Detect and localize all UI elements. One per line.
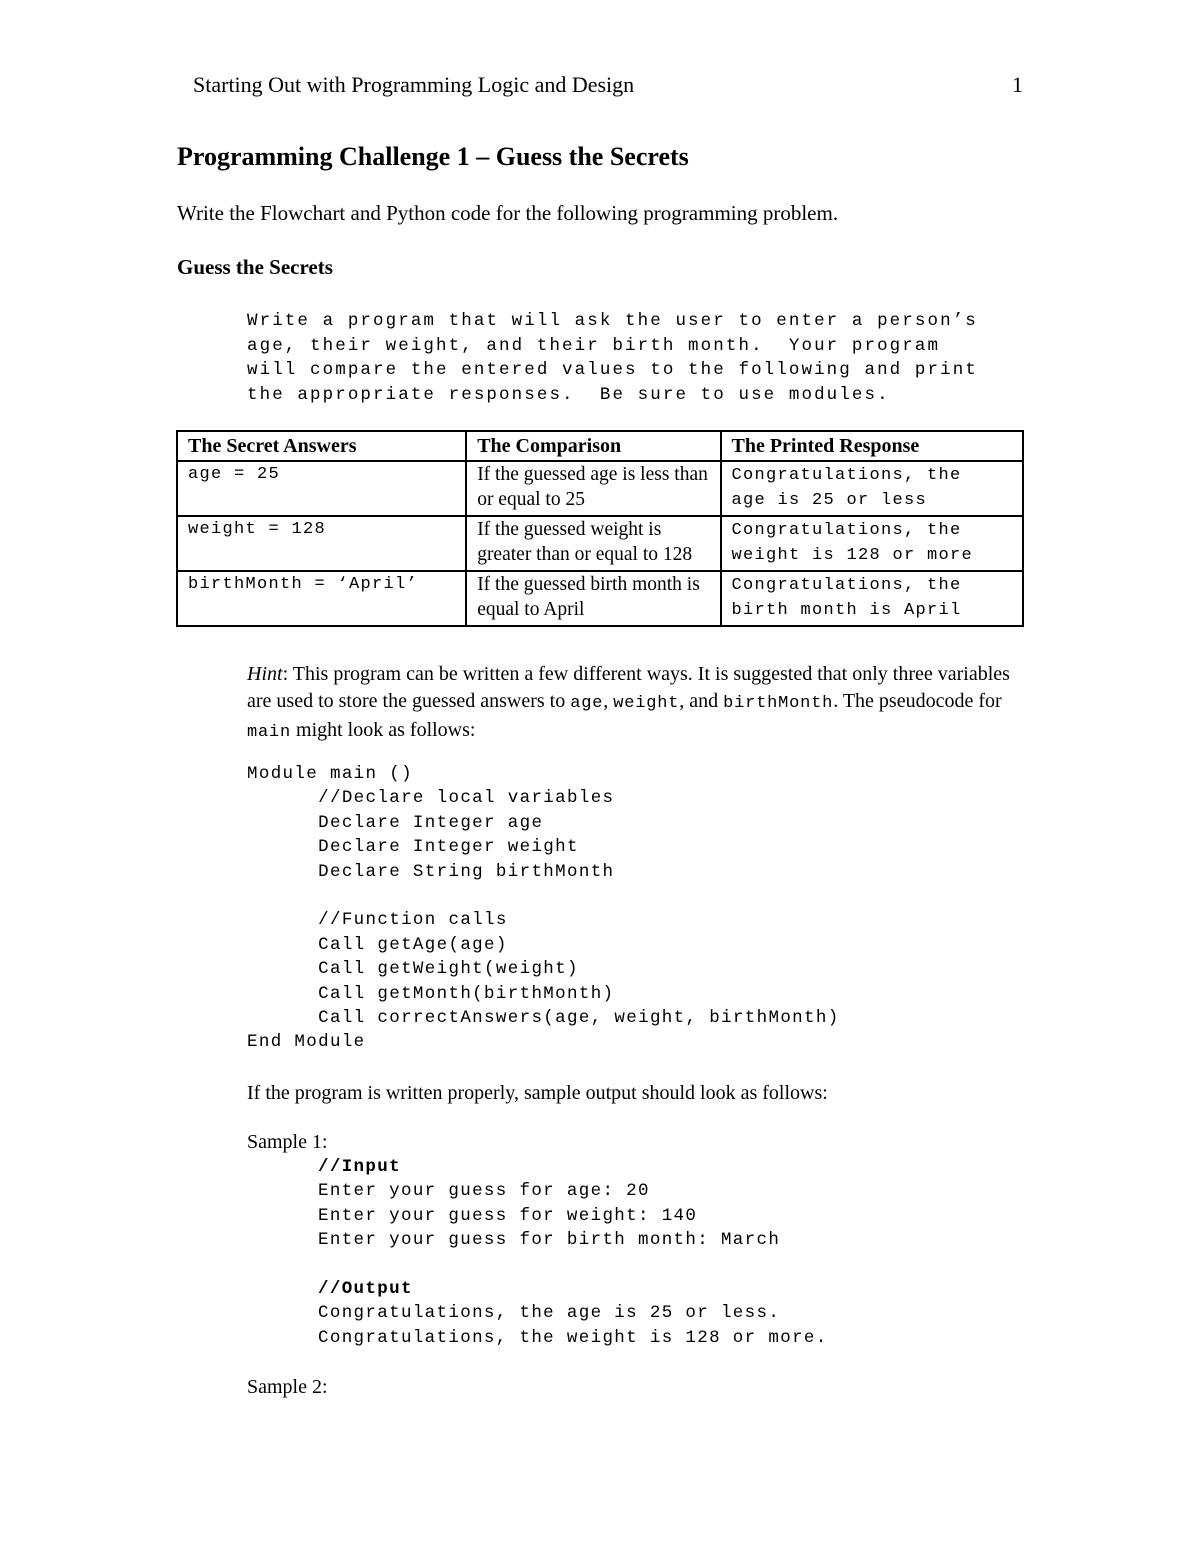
running-header [193, 72, 1023, 102]
problem-line: the appropriate responses. Be sure to use modules. [247, 384, 890, 405]
table-header-row [177, 431, 1023, 461]
var-age: age [570, 693, 604, 713]
page-title: Programming Challenge 1 – Guess the Secrets [177, 142, 689, 171]
hint-text: . The pseudocode for [833, 689, 1002, 712]
hint-text: : This program can be written a few different ways. It is suggested that only three variables are used to store the guessed answers to [247, 663, 1010, 712]
problem-statement [247, 309, 1017, 407]
code-line: Declare Integer weight [247, 837, 579, 858]
input-header: //Input [318, 1157, 401, 1177]
response-line: Congratulations, the [731, 576, 962, 595]
intro-text: Write the Flowchart and Python code for the following programming problem. [177, 201, 839, 225]
code-line: Call getMonth(birthMonth) [247, 983, 615, 1004]
code-line: Call correctAnswers(age, weight, birthMonth) [247, 1008, 840, 1029]
printed-response-cell [721, 571, 1024, 626]
code-line: Declare String birthMonth [247, 861, 615, 882]
hint-text: , and [679, 689, 724, 712]
hint-paragraph [247, 661, 1027, 747]
pseudocode-block [247, 762, 840, 1055]
sample-line: Enter your guess for weight: 140 [318, 1205, 698, 1226]
hint-text: , [603, 689, 614, 712]
var-weight: weight [613, 693, 680, 713]
printed-response-cell [721, 461, 1024, 516]
comparison-cell: If the guessed weight is greater than or equal to 128 [466, 516, 720, 571]
problem-line: age, their weight, and their birth month. Your program [247, 335, 941, 356]
secret-answer-cell: age = 25 [177, 461, 466, 516]
secret-answer-cell: birthMonth = ‘April’ [177, 571, 466, 626]
secret-answer-cell: weight = 128 [177, 516, 466, 571]
code-line: //Declare local variables [247, 788, 615, 809]
code-line: Call getWeight(weight) [247, 959, 579, 980]
table-row [177, 571, 1023, 626]
code-line: Call getAge(age) [247, 934, 508, 955]
sample-2-label: Sample 2: [247, 1376, 328, 1398]
table-row [177, 516, 1023, 571]
table-row [177, 461, 1023, 516]
code-line: End Module [247, 1032, 366, 1053]
problem-line: Write a program that will ask the user to enter a person’s [247, 311, 978, 331]
response-line: age is 25 or less [731, 491, 928, 510]
book-title: Starting Out with Programming Logic and Design [193, 72, 635, 97]
sample-output-intro: If the program is written properly, sample output should look as follows: [247, 1082, 828, 1104]
sample-line: Congratulations, the weight is 128 or more. [318, 1327, 828, 1348]
section-heading: Guess the Secrets [177, 255, 333, 279]
sample-1-output [318, 1155, 828, 1350]
hint-label: Hint [247, 663, 283, 685]
sample-line: Congratulations, the age is 25 or less. [318, 1303, 781, 1324]
secrets-table [176, 430, 1024, 627]
response-line: birth month is April [731, 601, 962, 620]
code-line: Module main () [247, 764, 413, 784]
response-line: Congratulations, the [731, 521, 962, 540]
sample-line: Enter your guess for birth month: March [318, 1230, 781, 1251]
column-header: The Printed Response [721, 431, 1024, 461]
response-line: Congratulations, the [731, 466, 962, 485]
problem-line: will compare the entered values to the following and print [247, 360, 978, 380]
var-birthmonth: birthMonth [723, 693, 834, 713]
var-main: main [247, 723, 292, 742]
output-header: //Output [318, 1279, 413, 1300]
response-line: weight is 128 or more [731, 546, 974, 565]
code-line: //Function calls [247, 910, 508, 931]
column-header: The Comparison [466, 431, 720, 461]
comparison-cell: If the guessed birth month is equal to April [466, 571, 720, 626]
sample-line: Enter your guess for age: 20 [318, 1181, 650, 1202]
comparison-cell: If the guessed age is less than or equal to 25 [466, 461, 720, 516]
hint-text: might look as follows: [291, 719, 476, 741]
page-number: 1 [1012, 72, 1023, 97]
code-line: Declare Integer age [247, 812, 544, 833]
printed-response-cell [721, 516, 1024, 571]
column-header: The Secret Answers [177, 431, 466, 461]
sample-1-label: Sample 1: [247, 1131, 328, 1153]
